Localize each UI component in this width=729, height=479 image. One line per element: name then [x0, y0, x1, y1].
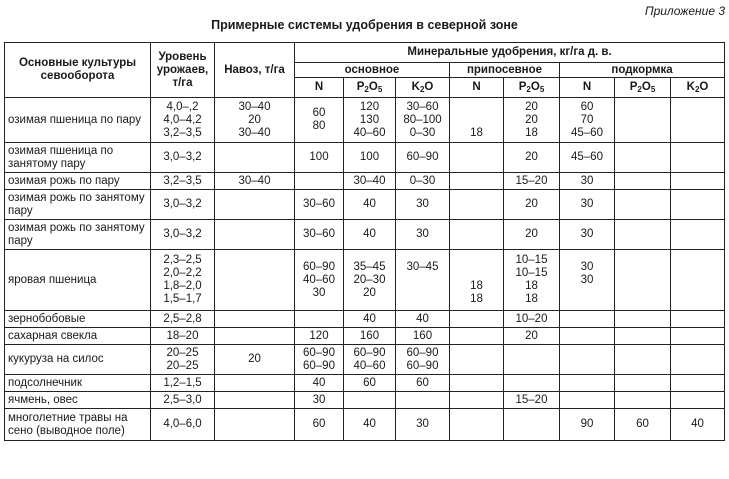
cell-pre-p: 10–15 10–15 18 18 [504, 250, 560, 311]
header-nutrient-5: N [560, 78, 615, 98]
table-row [5, 345, 725, 375]
cell-crop: подсолнечник [5, 375, 151, 392]
cell-crop: кукуруза на силос [5, 345, 151, 375]
header-nutrient-7: $K_2O$ [671, 78, 725, 98]
cell-pre-n: 18 [450, 98, 504, 143]
cell-yield: 4,0–,2 4,0–4,2 3,2–3,5 [151, 98, 215, 143]
cell-crop: озимая пшеница по занятому пару [5, 143, 151, 173]
cell-yield: 4,0–6,0 [151, 409, 215, 441]
cell-pre-p: 15–20 [504, 392, 560, 409]
cell-pre-n [450, 143, 504, 173]
header-nutrient-3: N [450, 78, 504, 98]
cell-crop: сахарная свекла [5, 328, 151, 345]
cell-pre-p [504, 409, 560, 441]
cell-top-p [615, 98, 671, 143]
cell-yield: 20–25 20–25 [151, 345, 215, 375]
cell-main-p: 60–90 40–60 [344, 345, 396, 375]
cell-top-k [671, 143, 725, 173]
cell-top-n: 30 [560, 220, 615, 250]
cell-top-n [560, 345, 615, 375]
cell-crop: яровая пшеница [5, 250, 151, 311]
cell-manure [215, 311, 295, 328]
cell-pre-n: 18 18 [450, 250, 504, 311]
cell-pre-p: 20 20 18 [504, 98, 560, 143]
cell-top-p [615, 345, 671, 375]
cell-top-n [560, 392, 615, 409]
cell-main-p: 30–40 [344, 173, 396, 190]
cell-main-n: 30–60 [295, 220, 344, 250]
cell-crop: озимая рожь по занятому пару [5, 190, 151, 220]
header-nutrient-0: N [295, 78, 344, 98]
cell-main-n: 40 [295, 375, 344, 392]
cell-crop: озимая рожь по пару [5, 173, 151, 190]
cell-pre-p: 20 [504, 190, 560, 220]
header-pre-sowing: припосевное [450, 63, 560, 78]
cell-top-k [671, 220, 725, 250]
table-row [5, 328, 725, 345]
cell-main-k: 30–60 80–100 0–30 [396, 98, 450, 143]
cell-manure: 30–40 [215, 173, 295, 190]
header-nutrient-6: $P_2O_5$ [615, 78, 671, 98]
table-row [5, 220, 725, 250]
cell-top-k [671, 345, 725, 375]
cell-pre-n [450, 328, 504, 345]
cell-main-k: 30–45 [396, 250, 450, 311]
cell-yield: 2,3–2,5 2,0–2,2 1,8–2,0 1,5–1,7 [151, 250, 215, 311]
cell-main-p: 40 [344, 409, 396, 441]
cell-pre-n [450, 375, 504, 392]
cell-top-n: 30 [560, 173, 615, 190]
cell-main-k: 60 [396, 375, 450, 392]
cell-manure: 20 [215, 345, 295, 375]
cell-pre-n [450, 220, 504, 250]
cell-main-p: 120 130 40–60 [344, 98, 396, 143]
cell-main-p: 40 [344, 190, 396, 220]
cell-main-k: 60–90 60–90 [396, 345, 450, 375]
cell-top-k [671, 311, 725, 328]
cell-top-k [671, 98, 725, 143]
header-nutrient-1: $P_2O_5$ [344, 78, 396, 98]
cell-manure [215, 328, 295, 345]
cell-pre-n [450, 173, 504, 190]
cell-main-p: 35–45 20–30 20 [344, 250, 396, 311]
cell-pre-p: 20 [504, 328, 560, 345]
cell-top-n [560, 328, 615, 345]
header-main: основное [295, 63, 450, 78]
cell-yield: 1,2–1,5 [151, 375, 215, 392]
cell-manure [215, 250, 295, 311]
cell-pre-p: 20 [504, 143, 560, 173]
cell-pre-p: 20 [504, 220, 560, 250]
cell-crop: многолетние травы на сено (выводное поле) [5, 409, 151, 441]
cell-pre-p: 15–20 [504, 173, 560, 190]
cell-top-p [615, 220, 671, 250]
cell-main-k: 0–30 [396, 173, 450, 190]
cell-main-n [295, 311, 344, 328]
table-row [5, 311, 725, 328]
cell-yield: 2,5–2,8 [151, 311, 215, 328]
cell-pre-p: 10–20 [504, 311, 560, 328]
cell-manure [215, 375, 295, 392]
cell-top-n [560, 375, 615, 392]
header-nutrient-4: $P_2O_5$ [504, 78, 560, 98]
cell-top-n [560, 311, 615, 328]
cell-crop: озимая пшеница по пару [5, 98, 151, 143]
cell-main-p: 40 [344, 311, 396, 328]
cell-manure [215, 190, 295, 220]
cell-main-n: 60–90 60–90 [295, 345, 344, 375]
table-row [5, 375, 725, 392]
appendix-label: Приложение 3 [644, 4, 725, 18]
table-title: Примерные системы удобрения в северной зоне [211, 18, 518, 32]
cell-top-k [671, 173, 725, 190]
cell-crop: зернобобовые [5, 311, 151, 328]
cell-pre-n [450, 392, 504, 409]
cell-top-k [671, 250, 725, 311]
cell-crop: озимая рожь по занятому пару [5, 220, 151, 250]
cell-top-p [615, 392, 671, 409]
cell-top-n: 30 30 [560, 250, 615, 311]
cell-top-n: 60 70 45–60 [560, 98, 615, 143]
cell-top-k [671, 392, 725, 409]
cell-top-k [671, 375, 725, 392]
table-row [5, 190, 725, 220]
cell-pre-n [450, 409, 504, 441]
table-row [5, 143, 725, 173]
cell-pre-n [450, 190, 504, 220]
cell-top-p [615, 311, 671, 328]
cell-top-n: 45–60 [560, 143, 615, 173]
cell-crop: ячмень, овес [5, 392, 151, 409]
cell-yield: 3,0–3,2 [151, 190, 215, 220]
cell-top-p [615, 328, 671, 345]
cell-yield: 3,0–3,2 [151, 220, 215, 250]
cell-main-k: 40 [396, 311, 450, 328]
header-crop: Основные культуры севооборота [5, 43, 151, 98]
cell-pre-n [450, 345, 504, 375]
fertilizer-table [4, 42, 725, 441]
header-top-dressing: подкормка [560, 63, 725, 78]
table-row [5, 250, 725, 311]
cell-main-p: 40 [344, 220, 396, 250]
cell-yield: 2,5–3,0 [151, 392, 215, 409]
cell-top-p [615, 143, 671, 173]
header-yield: Уровень урожаев, т/га [151, 43, 215, 98]
cell-manure [215, 409, 295, 441]
cell-manure [215, 392, 295, 409]
cell-yield: 18–20 [151, 328, 215, 345]
cell-main-n: 100 [295, 143, 344, 173]
cell-top-k [671, 190, 725, 220]
table-row [5, 392, 725, 409]
cell-main-k [396, 392, 450, 409]
cell-main-n: 120 [295, 328, 344, 345]
cell-pre-p [504, 375, 560, 392]
table-row [5, 409, 725, 441]
cell-main-n: 30–60 [295, 190, 344, 220]
cell-main-n: 60 [295, 409, 344, 441]
cell-main-p: 60 [344, 375, 396, 392]
cell-main-n: 30 [295, 392, 344, 409]
cell-main-k: 160 [396, 328, 450, 345]
cell-top-p [615, 250, 671, 311]
cell-top-k [671, 328, 725, 345]
cell-main-k: 30 [396, 190, 450, 220]
cell-manure: 30–40 20 30–40 [215, 98, 295, 143]
cell-top-p [615, 190, 671, 220]
cell-top-p: 60 [615, 409, 671, 441]
table-row [5, 173, 725, 190]
cell-main-p: 100 [344, 143, 396, 173]
cell-top-p [615, 375, 671, 392]
cell-yield: 3,0–3,2 [151, 143, 215, 173]
header-manure: Навоз, т/га [215, 43, 295, 98]
cell-main-n [295, 173, 344, 190]
cell-top-n: 90 [560, 409, 615, 441]
cell-top-p [615, 173, 671, 190]
cell-top-k: 40 [671, 409, 725, 441]
cell-main-k: 60–90 [396, 143, 450, 173]
header-mineral: Минеральные удобрения, кг/га д. в. [295, 43, 725, 63]
cell-main-k: 30 [396, 409, 450, 441]
table-row [5, 98, 725, 143]
cell-pre-p [504, 345, 560, 375]
cell-top-n: 30 [560, 190, 615, 220]
cell-pre-n [450, 311, 504, 328]
cell-main-p: 160 [344, 328, 396, 345]
cell-yield: 3,2–3,5 [151, 173, 215, 190]
cell-main-k: 30 [396, 220, 450, 250]
cell-main-n: 60–90 40–60 30 [295, 250, 344, 311]
cell-manure [215, 220, 295, 250]
header-nutrient-2: $K_2O$ [396, 78, 450, 98]
cell-main-n: 60 80 [295, 98, 344, 143]
cell-manure [215, 143, 295, 173]
cell-main-p [344, 392, 396, 409]
